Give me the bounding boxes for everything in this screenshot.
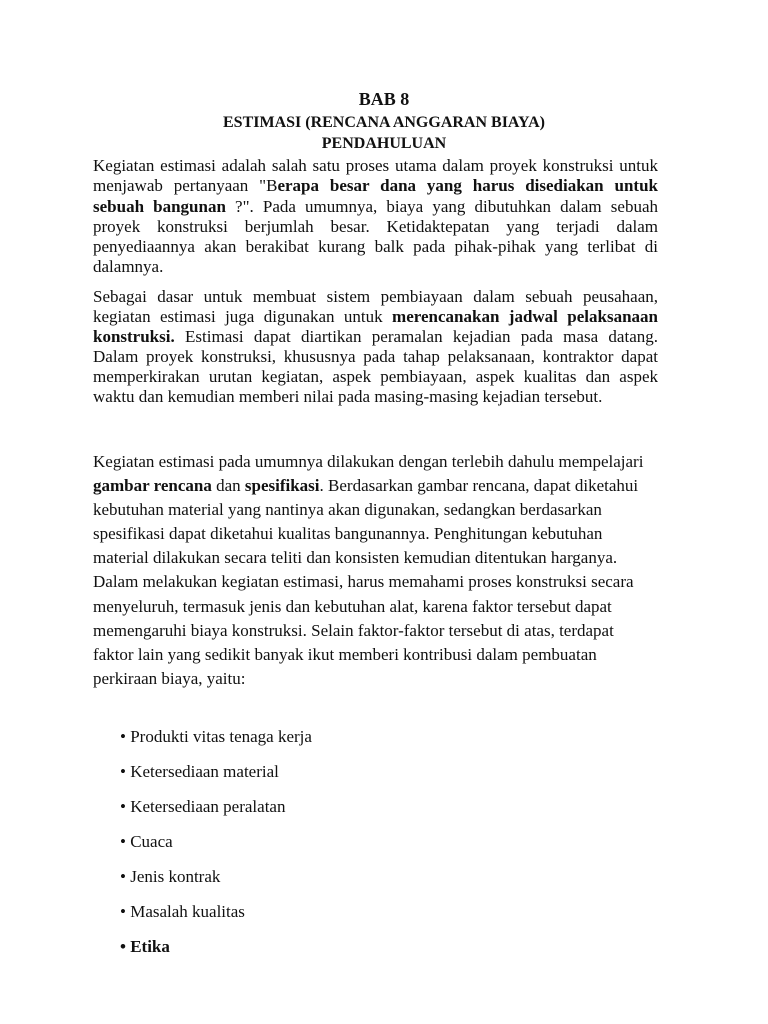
list-item: • Produkti vitas tenaga kerja (120, 727, 312, 746)
list-item: • Jenis kontrak (120, 867, 221, 886)
paragraph-text: ?". Pada umumnya, biaya yang dibutuhkan dalam sebuah proyek konstruksi berjumlah besar. Ketidaktepatan yang terjadi dalam penyediaannya akan berakibat kurang balk pada pihak-pihak yang terlibat di dalamnya. (93, 196, 658, 277)
bold-phrase: merencanakan jadwal pelaksanaan konstruksi. (93, 307, 658, 347)
paragraph-process (93, 450, 658, 691)
list-item: • Ketersediaan peralatan (120, 797, 286, 816)
list-item: • Cuaca (120, 832, 173, 851)
chapter-title: ESTIMASI (RENCANA ANGGARAN BIAYA) (223, 114, 545, 131)
paragraph-text: Kegiatan estimasi pada umumnya dilakukan dengan terlebih dahulu mempelajari (93, 452, 644, 471)
list-item: • Ketersediaan material (120, 762, 279, 781)
paragraph-text: Estimasi dapat diartikan peramalan kejadian pada masa datang. Dalam proyek konstruksi, khususnya pada tahap pelaksanaan, kontraktor dapat memperkirakan urutan kegiatan, aspek pembiayaan, aspek kualitas dan aspek waktu dan kemudian memberi nilai pada masing-masing kejadian tersebut. (93, 327, 658, 407)
section-heading: PENDAHULUAN (321, 135, 447, 152)
paragraph-intro (93, 156, 658, 278)
bold-phrase: erapa besar dana yang harus disediakan untuk sebuah bangunan (93, 176, 658, 216)
paragraph-text: Sebagai dasar untuk membuat sistem pembiayaan dalam sebuah peusahaan, kegiatan estimasi juga digunakan untuk (93, 287, 658, 327)
list-item: • Masalah kualitas (120, 902, 245, 921)
bold-phrase: spesifikasi (244, 476, 320, 496)
paragraph-text: . Berdasarkan gambar rencana, dapat diketahui kebutuhan material yang nantinya akan digunakan, sedangkan berdasarkan spesifikasi dapat diketahui kualitas bangunannya. Penghitungan kebutuhan material dilakukan secara teliti dan konsisten kemudian ditentukan harganya. Dalam melakukan kegiatan estimasi, harus memahami proses konstruksi secara menyeluruh, termasuk jenis dan kebutuhan alat, karena faktor tersebut dapat memengaruhi biaya konstruksi. Selain faktor-faktor tersebut di atas, terdapat faktor lain yang sedikit banyak ikut memberi kontribusi dalam pembuatan perkiraan biaya, yaitu: (93, 476, 639, 688)
paragraph-basis (93, 287, 658, 408)
factor-list (120, 726, 312, 971)
paragraph-text: Kegiatan estimasi adalah salah satu proses utama dalam proyek konstruksi untuk menjawab pertanyaan "B (93, 156, 658, 196)
list-item: • Etika (120, 937, 170, 956)
bold-phrase: gambar rencana (93, 476, 212, 496)
chapter-heading: BAB 8 (358, 89, 410, 109)
paragraph-text: dan (211, 476, 245, 496)
